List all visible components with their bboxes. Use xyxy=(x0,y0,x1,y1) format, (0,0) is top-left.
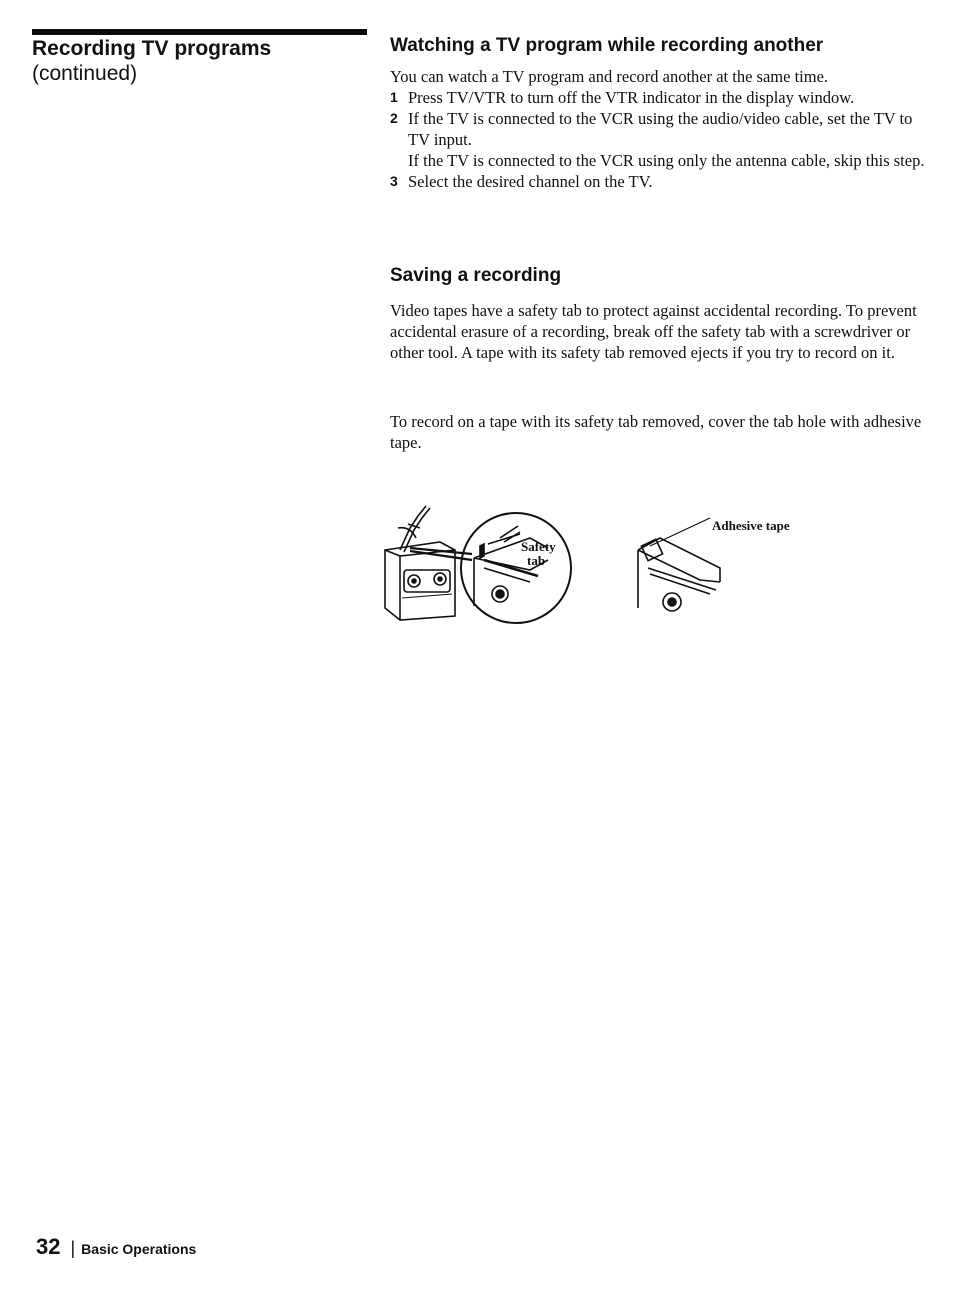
step-text: If the TV is connected to the VCR using the audio/video cable, set the TV to TV input. xyxy=(408,109,913,149)
page-number: 32 xyxy=(36,1234,61,1259)
saving-paragraph-1: Video tapes have a safety tab to protect against accidental recording. To prevent accidental erasure of a recording, break off the safety tab with a screwdriver or other tool. A tape with its safety tab removed ejects if you try to record on it. xyxy=(390,301,917,362)
adhesive-tape-label: Adhesive tape xyxy=(712,518,790,533)
step-2-note: If the TV is connected to the VCR using only the antenna cable, skip this step. xyxy=(408,151,925,170)
saving-heading: Saving a recording xyxy=(390,265,562,286)
step-number: 3 xyxy=(390,173,398,189)
footer-separator: | xyxy=(70,1238,76,1258)
step-1 xyxy=(390,87,935,108)
step-text: Press TV/VTR to turn off the VTR indicator in the display window. xyxy=(408,88,855,107)
step-number: 2 xyxy=(390,110,398,126)
safety-tab-illustration xyxy=(380,498,820,632)
step-2 xyxy=(390,108,935,150)
step-3 xyxy=(390,171,935,192)
cassette-illustration xyxy=(385,542,455,620)
magnified-tab-view xyxy=(461,513,571,623)
saving-paragraph-2: To record on a tape with its safety tab removed, cover the tab hole with adhesive tape. xyxy=(390,412,922,452)
page-title: Recording TV programs xyxy=(32,37,272,60)
page-subtitle: (continued) xyxy=(32,62,138,85)
taped-cassette-illustration xyxy=(638,518,720,611)
watching-heading: Watching a TV program while recording another xyxy=(390,35,824,56)
step-number: 1 xyxy=(390,89,398,105)
header-rule xyxy=(32,29,367,35)
step-text: Select the desired channel on the TV. xyxy=(408,172,653,191)
footer-section: Basic Operations xyxy=(81,1241,197,1257)
watching-steps xyxy=(390,87,935,192)
page-footer xyxy=(36,1234,196,1260)
watching-intro: You can watch a TV program and record another at the same time. xyxy=(390,67,829,86)
safety-tab-label: Safety tab xyxy=(521,539,556,568)
